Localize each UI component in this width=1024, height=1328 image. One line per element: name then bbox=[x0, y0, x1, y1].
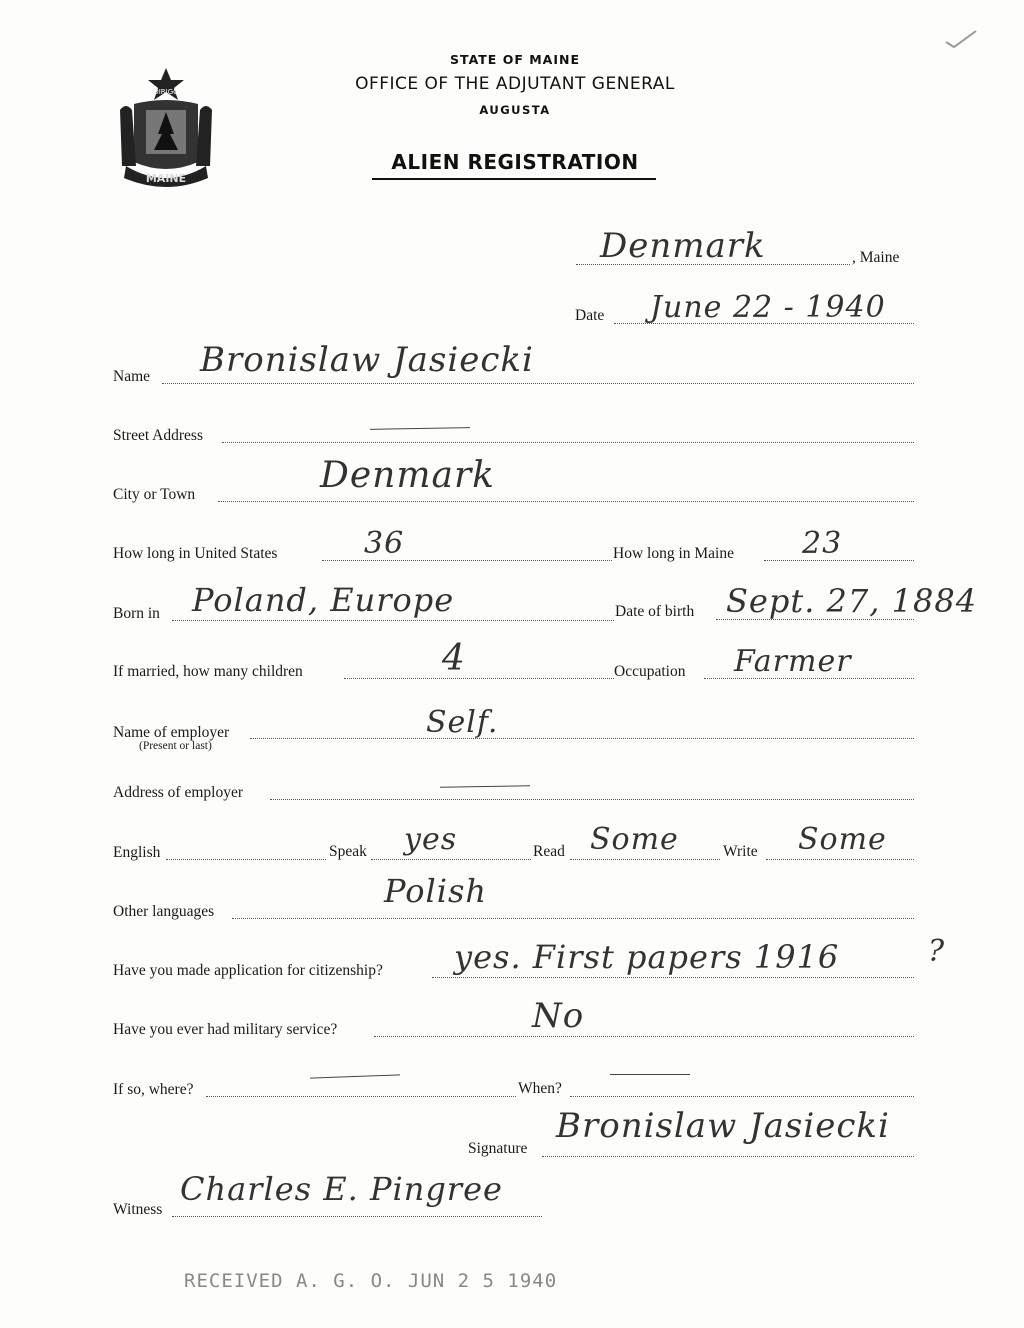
seal-motto-text: DIRIGO bbox=[153, 88, 179, 96]
date-of-birth-label: Date of birth bbox=[615, 603, 695, 620]
title-underline bbox=[372, 178, 656, 180]
speak-line bbox=[371, 859, 531, 860]
street-address-line bbox=[222, 442, 914, 443]
signature-value: Bronislaw Jasiecki bbox=[556, 1106, 890, 1146]
name-line bbox=[162, 383, 914, 384]
date-label: Date bbox=[575, 307, 605, 324]
write-line bbox=[766, 859, 914, 860]
street-address-label: Street Address bbox=[113, 427, 203, 444]
children-line bbox=[344, 678, 614, 679]
military-label: Have you ever had military service? bbox=[113, 1021, 338, 1038]
english-line bbox=[166, 859, 326, 860]
if-so-where-label: If so, where? bbox=[113, 1081, 194, 1098]
english-label: English bbox=[113, 844, 161, 861]
born-in-label: Born in bbox=[113, 605, 160, 622]
how-long-us-label: How long in United States bbox=[113, 545, 278, 562]
signature-label: Signature bbox=[468, 1140, 528, 1157]
how-long-maine-value: 23 bbox=[802, 526, 843, 561]
occupation-value: Farmer bbox=[734, 644, 852, 679]
name-label: Name bbox=[113, 368, 151, 385]
read-value: Some bbox=[590, 822, 679, 857]
employer-address-label: Address of employer bbox=[113, 784, 243, 801]
name-value: Bronislaw Jasiecki bbox=[200, 340, 534, 380]
occupation-label: Occupation bbox=[614, 663, 686, 680]
speak-value: yes bbox=[404, 822, 458, 857]
place-value: Denmark bbox=[600, 226, 766, 266]
how-long-maine-label: How long in Maine bbox=[613, 545, 734, 562]
citizenship-line bbox=[432, 977, 914, 978]
employer-sublabel: (Present or last) bbox=[139, 740, 212, 752]
header-office: OFFICE OF THE ADJUTANT GENERAL bbox=[355, 74, 675, 94]
if-so-where-line bbox=[206, 1096, 516, 1097]
when-line bbox=[570, 1096, 914, 1097]
read-line bbox=[570, 859, 720, 860]
page-title: ALIEN REGISTRATION bbox=[391, 150, 639, 174]
maine-seal-logo bbox=[112, 66, 220, 190]
employer-value: Self. bbox=[426, 705, 499, 740]
employer-address-line bbox=[270, 799, 914, 800]
citizenship-question-mark: ? bbox=[928, 934, 946, 969]
employer-label: Name of employer bbox=[113, 724, 230, 741]
witness-label: Witness bbox=[113, 1201, 163, 1218]
date-of-birth-value: Sept. 27, 1884 bbox=[726, 582, 978, 620]
citizenship-value: yes. First papers 1916 bbox=[454, 938, 840, 976]
citizenship-label: Have you made application for citizenship? bbox=[113, 962, 383, 979]
write-value: Some bbox=[798, 822, 887, 857]
when-dash bbox=[610, 1074, 690, 1075]
how-long-us-value: 36 bbox=[364, 526, 405, 561]
city-label: City or Town bbox=[113, 486, 196, 503]
city-value: Denmark bbox=[320, 455, 495, 496]
place-suffix: , Maine bbox=[852, 249, 900, 266]
date-value: June 22 - 1940 bbox=[650, 290, 886, 325]
street-address-dash bbox=[370, 427, 470, 430]
military-value: No bbox=[532, 996, 585, 1036]
employer-address-dash bbox=[440, 785, 530, 788]
witness-value: Charles E. Pingree bbox=[180, 1170, 503, 1208]
write-label: Write bbox=[723, 843, 758, 860]
born-in-line bbox=[172, 620, 614, 621]
children-value: 4 bbox=[442, 638, 466, 679]
speak-label: Speak bbox=[329, 843, 367, 860]
other-languages-label: Other languages bbox=[113, 903, 215, 920]
header-state: STATE OF MAINE bbox=[450, 52, 580, 67]
header-city: AUGUSTA bbox=[479, 103, 551, 117]
seal-banner-text: MAINE bbox=[145, 172, 187, 185]
witness-line bbox=[172, 1216, 542, 1217]
read-label: Read bbox=[533, 843, 565, 860]
if-so-where-dash bbox=[310, 1074, 400, 1078]
born-in-value: Poland, Europe bbox=[192, 581, 455, 619]
check-mark-icon bbox=[944, 28, 978, 50]
received-stamp: RECEIVED A. G. O. JUN 2 5 1940 bbox=[184, 1270, 558, 1292]
when-label: When? bbox=[518, 1080, 562, 1097]
employer-line bbox=[250, 738, 914, 739]
other-languages-line bbox=[232, 918, 914, 919]
children-label: If married, how many children bbox=[113, 663, 303, 680]
signature-line bbox=[542, 1156, 914, 1157]
military-line bbox=[374, 1036, 914, 1037]
city-line bbox=[218, 501, 914, 502]
other-languages-value: Polish bbox=[384, 872, 487, 910]
